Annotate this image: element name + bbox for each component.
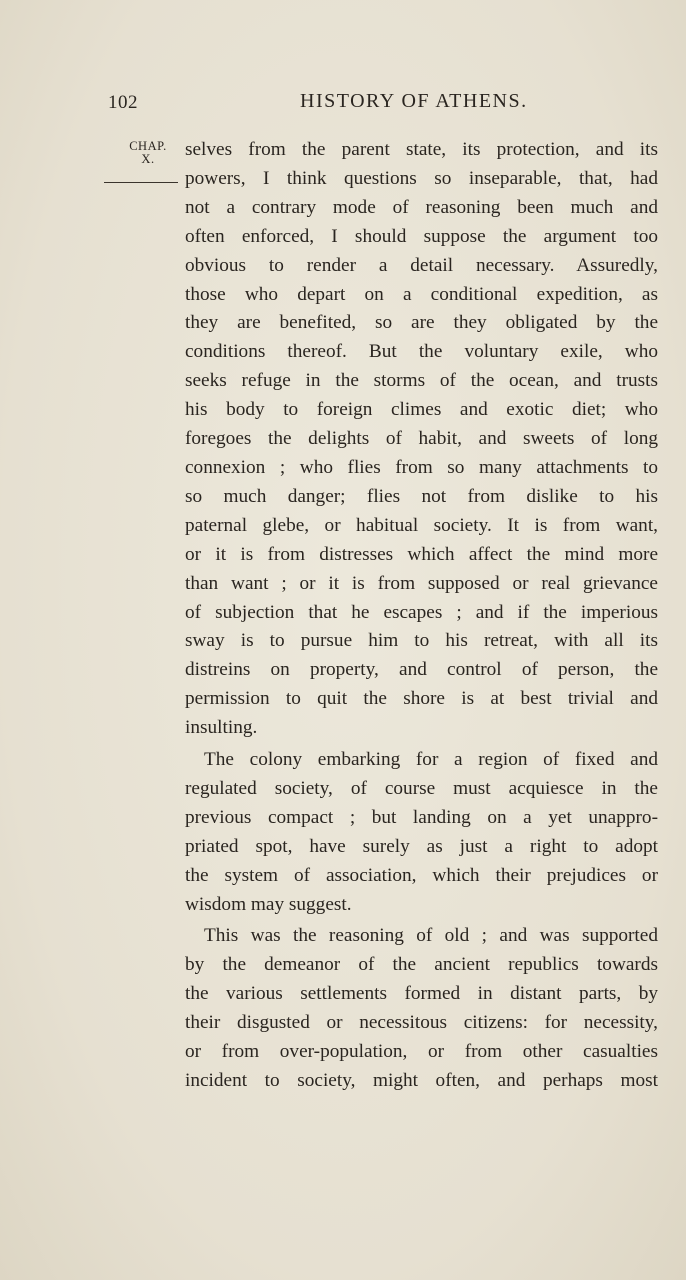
text-line: The colony embarking for a region of fixed and [204, 749, 658, 771]
text-line: they are benefited, so are they obligated by the [185, 312, 658, 334]
text-line: regulated society, of course must acquiesce in the [185, 777, 658, 799]
text-line: previous compact ; but landing on a yet unappro- [185, 806, 658, 828]
text-line: distreins on property, and control of person, the [185, 659, 658, 681]
text-line: of subjection that he escapes ; and if the imperious [185, 601, 658, 623]
text-line: sway is to pursue him to his retreat, with all its [185, 630, 658, 652]
text-line: his body to foreign climes and exotic diet; who [185, 399, 658, 421]
chapter-margin-note [118, 140, 178, 166]
text-line: selves from the parent state, its protection, and its [185, 139, 658, 160]
text-line: wisdom may suggest. [185, 893, 352, 915]
text-line: connexion ; who flies from so many attachments to [185, 456, 658, 478]
text-line: foregoes the delights of habit, and sweets of long [185, 428, 658, 450]
text-line: permission to quit the shore is at best trivial and [185, 688, 658, 710]
text-line: paternal glebe, or habitual society. It is from want, [185, 514, 658, 536]
text-line: seeks refuge in the storms of the ocean, and trusts [185, 370, 658, 392]
text-line: insulting. [185, 717, 258, 739]
text-line: This was the reasoning of old ; and was supported [204, 925, 658, 947]
body-text [185, 136, 658, 1096]
chapter-label: CHAP. [129, 139, 167, 153]
text-line: powers, I think questions so inseparable, that, had [185, 167, 658, 189]
text-line: those who depart on a conditional expedition, as [185, 283, 658, 305]
text-line: conditions thereof. But the voluntary exile, who [185, 341, 658, 363]
running-head [108, 90, 656, 120]
text-line: the various settlements formed in distant parts, by [185, 983, 658, 1005]
text-line: often enforced, I should suppose the argument too [185, 225, 658, 247]
text-line: than want ; or it is from supposed or real grievance [185, 572, 658, 594]
text-line: the system of association, which their prejudices or [185, 864, 658, 886]
text-line: incident to society, might often, and perhaps most [185, 1070, 658, 1091]
text-line: obvious to render a detail necessary. Assuredly, [185, 254, 658, 276]
text-line: priated spot, have surely as just a right to adopt [185, 835, 658, 857]
text-line: not a contrary mode of reasoning been much and [185, 196, 658, 218]
chapter-number: X. [141, 152, 155, 166]
text-line: their disgusted or necessitous citizens: for necessity, [185, 1012, 658, 1034]
text-line: so much danger; flies not from dislike to his [185, 485, 658, 507]
running-title: HISTORY OF ATHENS. [300, 90, 528, 112]
text-line: or from over-population, or from other casualties [185, 1041, 658, 1063]
text-line: by the demeanor of the ancient republics towards [185, 954, 658, 976]
text-line: or it is from distresses which affect the mind more [185, 543, 658, 565]
page-number: 102 [108, 92, 138, 113]
margin-rule [104, 182, 178, 183]
